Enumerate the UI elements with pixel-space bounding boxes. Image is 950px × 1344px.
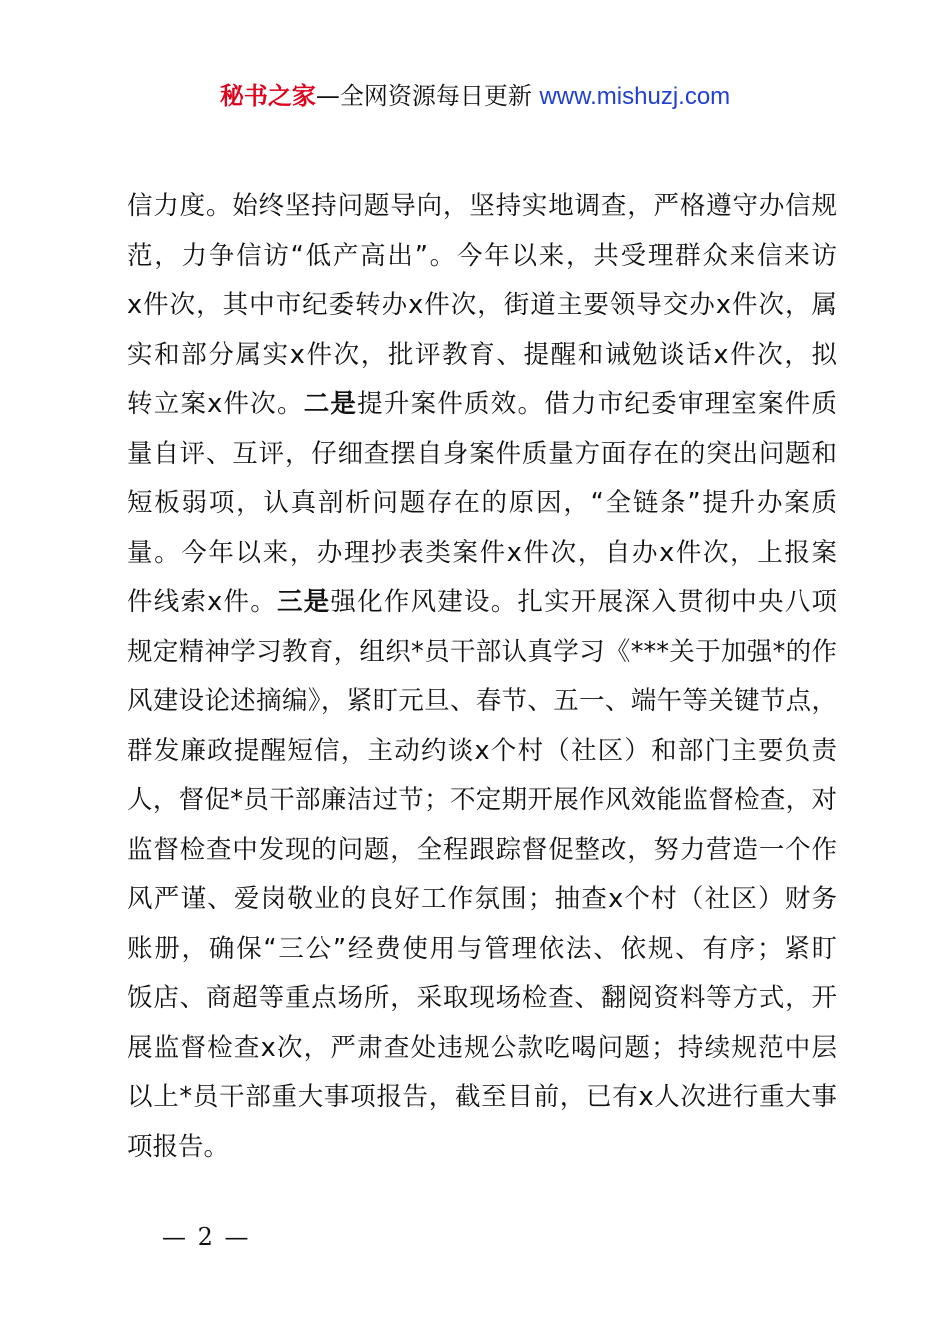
body-line: 项报告。	[127, 1131, 230, 1162]
body-line: 人，督促*员干部廉洁过节；不定期开展作风效能监督检查，对	[127, 785, 837, 815]
body-line-text: 强化作风建设。扎实开展深入贯彻中央八项	[330, 587, 837, 617]
body-line: 风严谨、爱岗敬业的良好工作氛围；抽查x个村（社区）财务	[127, 884, 837, 914]
document-body	[127, 182, 837, 1172]
body-line: 监督检查中发现的问题，全程跟踪督促整改，努力营造一个作	[127, 834, 837, 865]
site-header	[0, 78, 950, 115]
page-number: — 2 —	[162, 1223, 251, 1251]
body-line: 规定精神学习教育，组织*员干部认真学习《***关于加强*的作	[127, 636, 837, 667]
body-line: 信力度。始终坚持问题导向，坚持实地调查，严格遵守办信规	[127, 191, 837, 221]
body-line: 风建设论述摘编》，紧盯元旦、春节、五一、端午等关键节点，	[127, 686, 837, 716]
body-line: 范，力争信访“低产高出”。今年以来，共受理群众来信来访	[127, 240, 837, 271]
body-line	[127, 380, 837, 430]
body-line	[127, 578, 837, 628]
brand-name: 秘书之家	[219, 82, 316, 110]
body-line-text: 转立案x件次。	[127, 389, 304, 419]
bold-marker-three: 三是	[276, 587, 331, 617]
body-line: 饭店、商超等重点场所，采取现场检查、翻阅资料等方式，开	[127, 983, 837, 1013]
body-line: 账册，确保“三公”经费使用与管理依法、依规、有序；紧盯	[127, 933, 837, 964]
body-line: 以上*员干部重大事项报告，截至目前，已有x人次进行重大事	[127, 1082, 837, 1112]
bold-marker-two: 二是	[303, 389, 358, 419]
tagline: —全网资源每日更新	[315, 82, 532, 110]
body-line: 实和部分属实x件次，批评教育、提醒和诫勉谈话x件次，拟	[127, 339, 837, 370]
site-url-link[interactable]: www.mishuzj.com	[539, 83, 731, 110]
body-line: 群发廉政提醒短信，主动约谈x个村（社区）和部门主要负责	[127, 735, 837, 766]
body-line: x件次，其中市纪委转办x件次，街道主要领导交办x件次，属	[127, 290, 837, 320]
body-line-text: 件线索x件。	[127, 587, 277, 617]
body-line: 量自评、互评，仔细查摆自身案件质量方面存在的突出问题和	[127, 438, 837, 469]
body-line: 短板弱项，认真剖析问题存在的原因，“全链条”提升办案质	[127, 488, 837, 518]
body-line-text: 提升案件质效。借力市纪委审理室案件质	[357, 389, 837, 419]
body-line: 量。今年以来，办理抄表类案件x件次，自办x件次，上报案	[127, 537, 837, 568]
body-line: 展监督检查x次，严肃查处违规公款吃喝问题；持续规范中层	[127, 1032, 837, 1063]
